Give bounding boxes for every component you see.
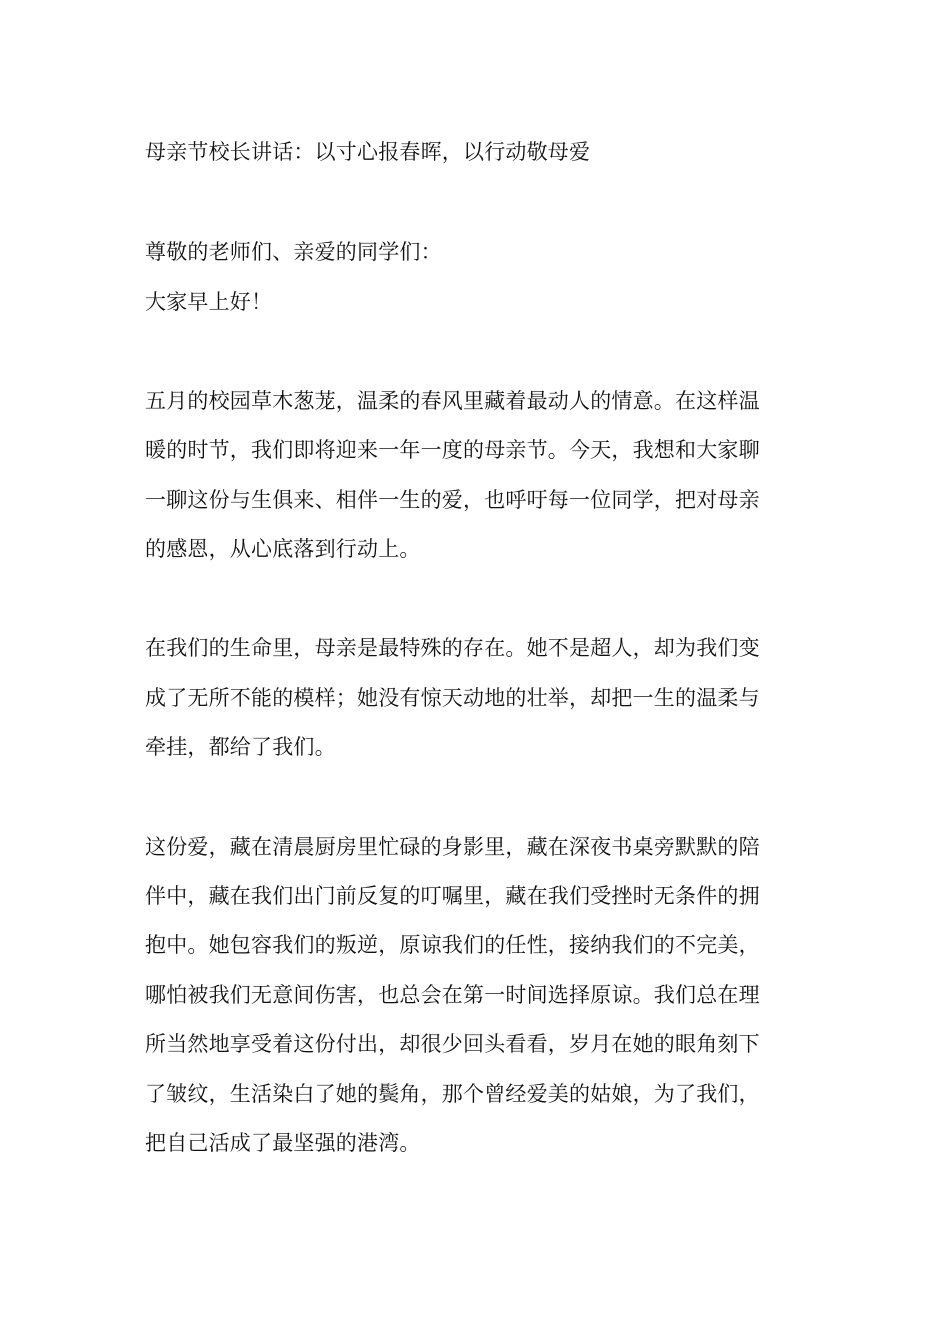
salutation: 尊敬的老师们、亲爱的同学们： [145, 240, 442, 264]
paragraph-line: 抱中。她包容我们的叛逆，原谅我们的任性，接纳我们的不完美， [145, 933, 760, 957]
document-title: 母亲节校长讲话：以寸心报春晖，以行动敬母爱 [145, 140, 591, 164]
paragraph-line: 了皱纹，生活染白了她的鬓角，那个曾经爱美的姑娘，为了我们， [145, 1082, 760, 1106]
paragraph-line: 哪怕被我们无意间伤害，也总会在第一时间选择原谅。我们总在理 [145, 983, 760, 1007]
paragraph-line: 在我们的生命里，母亲是最特殊的存在。她不是超人，却为我们变 [145, 636, 760, 660]
paragraph-line: 伴中，藏在我们出门前反复的叮嘱里，藏在我们受挫时无条件的拥 [145, 884, 760, 908]
paragraph-line: 成了无所不能的模样；她没有惊天动地的壮举，却把一生的温柔与 [145, 686, 760, 710]
paragraph-line: 把自己活成了最坚强的港湾。 [145, 1131, 421, 1155]
paragraph-line: 五月的校园草木葱茏，温柔的春风里藏着最动人的情意。在这样温 [145, 389, 760, 413]
paragraph-line: 牵挂，都给了我们。 [145, 735, 336, 759]
paragraph-line: 暖的时节，我们即将迎来一年一度的母亲节。今天，我想和大家聊 [145, 438, 760, 462]
paragraph-line: 一聊这份与生俱来、相伴一生的爱，也呼吁每一位同学，把对母亲 [145, 488, 760, 512]
paragraph-line: 的感恩，从心底落到行动上。 [145, 537, 421, 561]
greeting: 大家早上好！ [145, 290, 273, 314]
paragraph-line: 所当然地享受着这份付出，却很少回头看看，岁月在她的眼角刻下 [145, 1032, 760, 1056]
paragraph-line: 这份爱，藏在清晨厨房里忙碌的身影里，藏在深夜书桌旁默默的陪 [145, 835, 760, 859]
